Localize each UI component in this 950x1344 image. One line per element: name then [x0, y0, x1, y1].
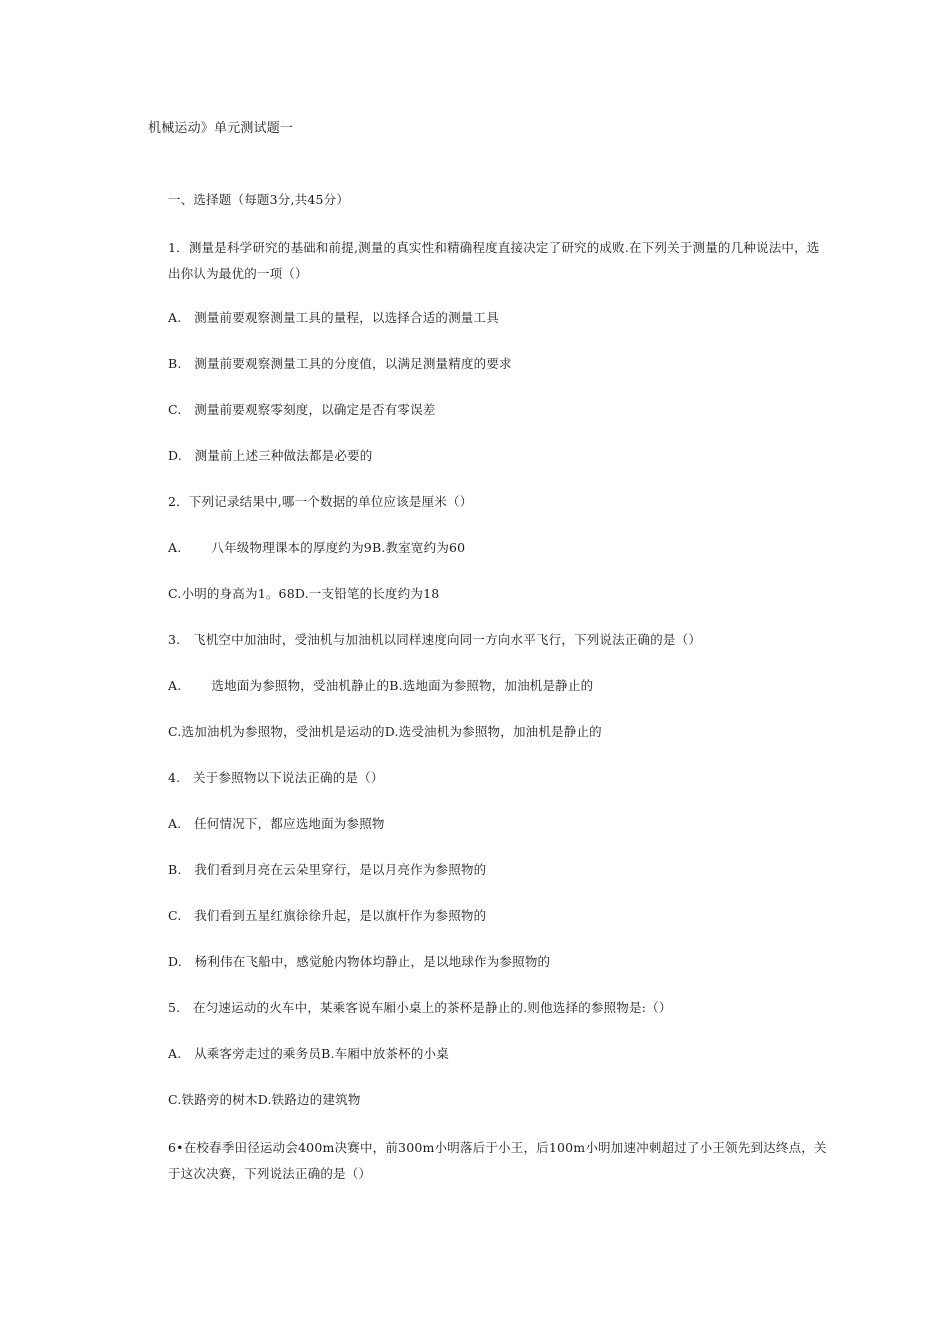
question-4-option-c: C. 我们看到五星红旗徐徐升起，是以旗杆作为参照物的	[168, 908, 487, 923]
question-1-option-a: A. 测量前要观察测量工具的量程，以选择合适的测量工具	[168, 310, 499, 325]
question-3-stem: 3. 飞机空中加油时，受油机与加油机以同样速度向同一方向水平飞行，下列说法正确的是（）	[168, 632, 702, 647]
question-2-stem: 2．下列记录结果中,哪一个数据的单位应该是厘米（）	[168, 494, 473, 509]
question-4-option-a: A. 任何情况下，都应选地面为参照物	[168, 816, 385, 831]
question-1-option-d: D. 测量前上述三种做法都是必要的	[168, 448, 373, 463]
question-3-option-row-1	[168, 673, 593, 699]
question-3-option-a-b-text: 选地面为参照物，受油机静止的B.选地面为参照物，加油机是静止的	[211, 678, 594, 693]
question-1-option-b: B. 测量前要观察测量工具的分度值，以满足测量精度的要求	[168, 356, 512, 371]
question-2-option-row-1	[168, 535, 465, 561]
question-4-stem: 4. 关于参照物以下说法正确的是（）	[168, 770, 384, 785]
question-1-option-c: C. 测量前要观察零刻度，以确定是否有零误差	[168, 402, 436, 417]
question-4-option-d: D. 杨利伟在飞船中，感觉舱内物体均静止，是以地球作为参照物的	[168, 954, 551, 969]
question-2-option-a-b-text: 八年级物理课本的厚度约为9B.教室宽约为60	[211, 540, 466, 555]
question-3-option-a-label: A.	[168, 678, 182, 693]
question-2-option-row-2: C.小明的身高为1。68D.一支铅笔的长度约为18	[168, 586, 440, 601]
section-heading: 一、选择题（每题3分,共45分）	[168, 192, 350, 207]
question-2-option-a-label: A.	[168, 540, 182, 555]
question-6-stem: 6•在校春季田径运动会400m决赛中，前300m小明落后于小王，后100m小明加速冲刺超过了小王领先到达终点，关于这次决赛，下列说法正确的是（）	[168, 1140, 827, 1181]
question-5-option-row-2: C.铁路旁的树木D.铁路边的建筑物	[168, 1092, 361, 1107]
question-5-option-row-1: A. 从乘客旁走过的乘务员B.车厢中放茶杯的小桌	[168, 1046, 449, 1061]
document-title: 机械运动》单元测试题一	[148, 121, 294, 136]
question-3-option-row-2: C.选加油机为参照物，受油机是运动的D.选受油机为参照物，加油机是静止的	[168, 724, 602, 739]
question-4-option-b: B. 我们看到月亮在云朵里穿行，是以月亮作为参照物的	[168, 862, 487, 877]
question-1-stem: 1．测量是科学研究的基础和前提,测量的真实性和精确程度直接决定了研究的成败.在下列关于测量的几种说法中，选出你认为最优的一项（）	[168, 240, 820, 281]
question-5-stem: 5. 在匀速运动的火车中，某乘客说车厢小桌上的茶杯是静止的.则他选择的参照物是:（）	[168, 1000, 672, 1015]
